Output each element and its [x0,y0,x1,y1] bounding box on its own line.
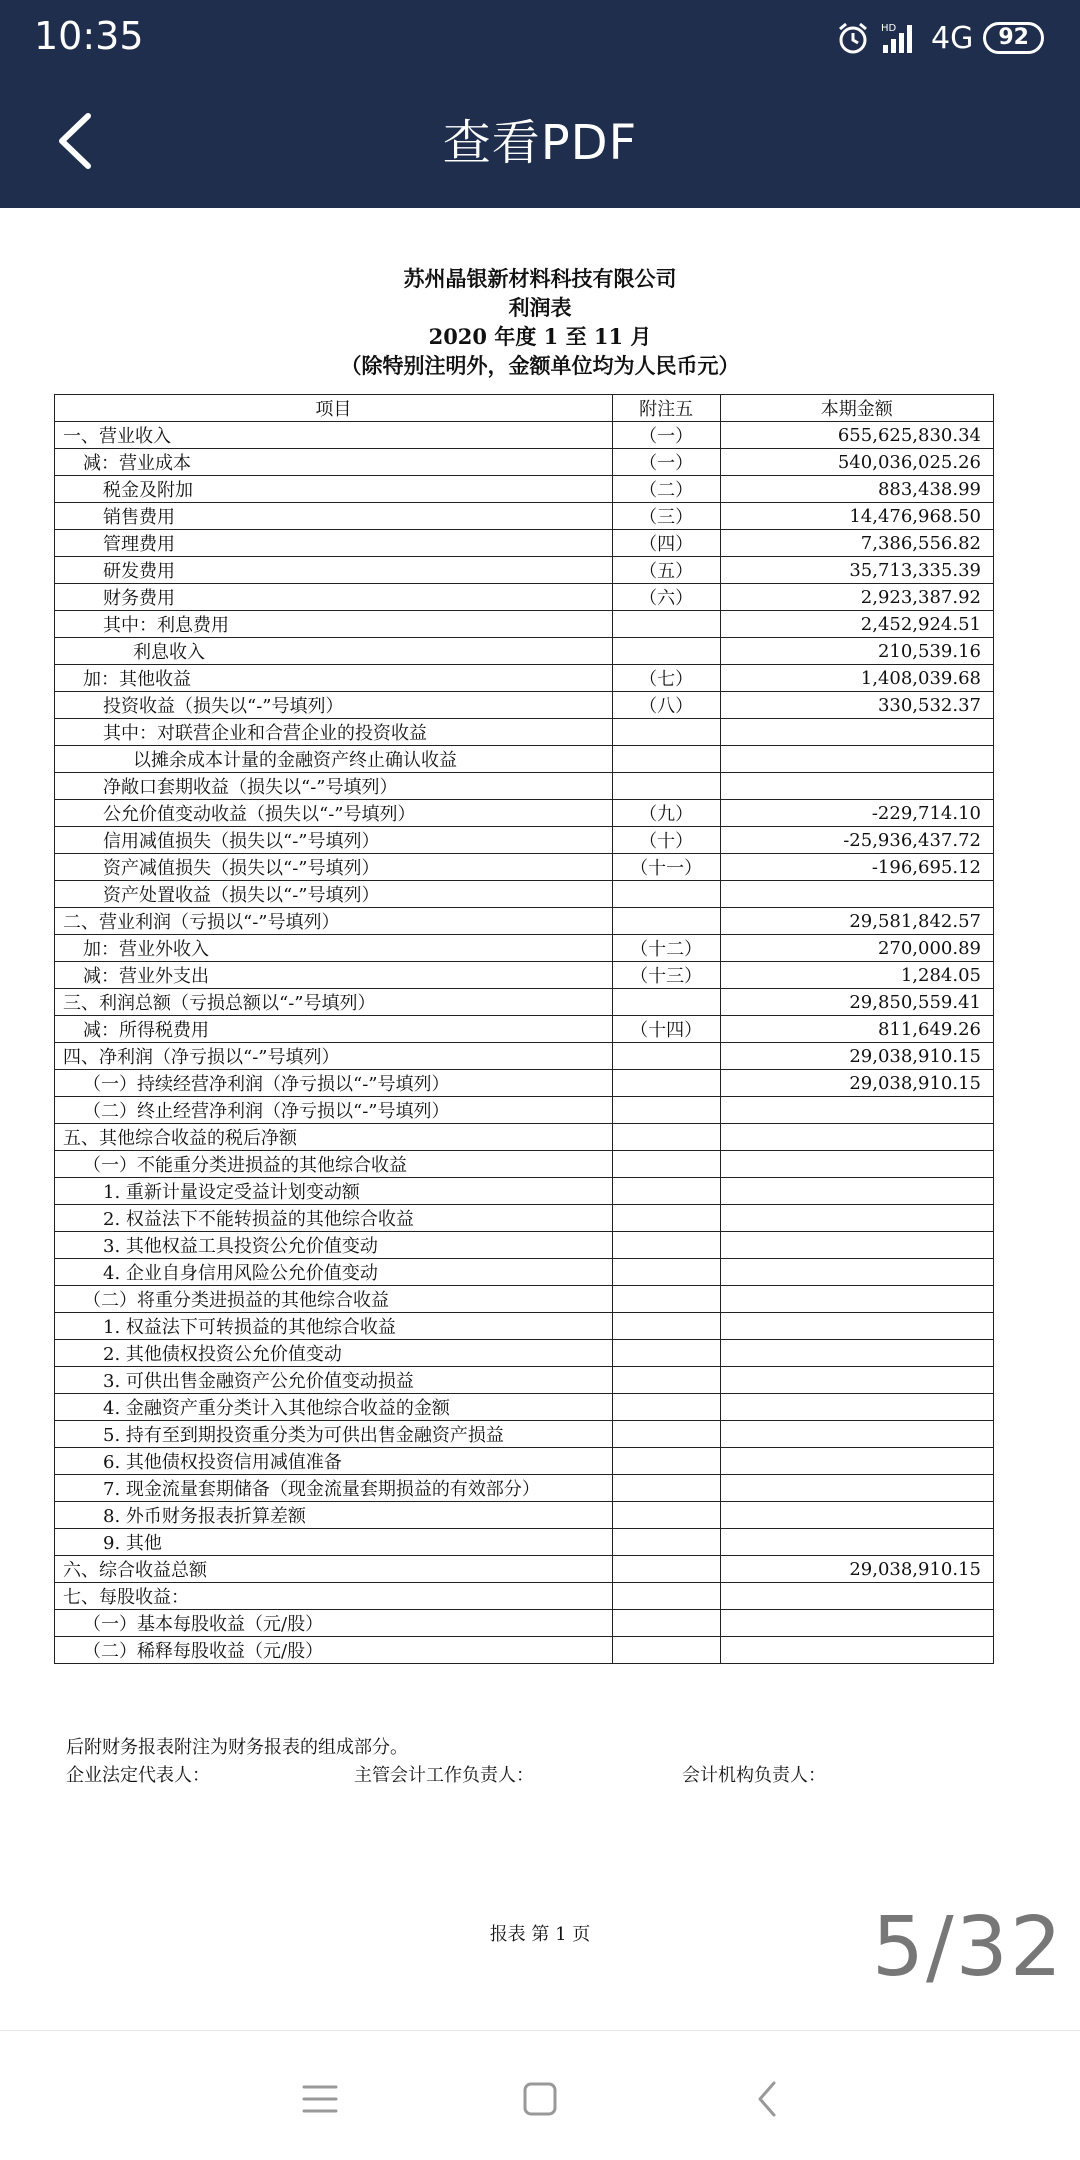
table-row [55,1178,994,1205]
row-note [612,1421,720,1448]
table-row [55,1043,994,1070]
row-note [612,746,720,773]
row-item: 五、其他综合收益的税后净额 [55,1124,613,1151]
row-amount: 1,408,039.68 [720,665,993,692]
row-amount: 883,438.99 [720,476,993,503]
page-counter: 5/32 [871,1900,1064,1995]
row-amount: 1,284.05 [720,962,993,989]
row-note [612,1178,720,1205]
row-note [612,1313,720,1340]
row-item: 4. 企业自身信用风险公允价值变动 [55,1259,613,1286]
row-item: 7. 现金流量套期储备（现金流量套期损益的有效部分） [55,1475,613,1502]
table-row [55,1394,994,1421]
row-amount: 270,000.89 [720,935,993,962]
row-amount: 811,649.26 [720,1016,993,1043]
row-amount [720,1394,993,1421]
row-amount: 14,476,968.50 [720,503,993,530]
row-note [612,1529,720,1556]
row-note: （三） [612,503,720,530]
row-note [612,1097,720,1124]
table-row [55,935,994,962]
row-note: （一） [612,422,720,449]
row-item: 2. 其他债权投资公允价值变动 [55,1340,613,1367]
page-label: 报表 第 1 页 [489,1924,591,1945]
row-item: 加：其他收益 [55,665,613,692]
signature-accounting-dept: 会计机构负责人： [682,1765,826,1786]
table-row [55,611,994,638]
row-amount [720,1610,993,1637]
row-item: 管理费用 [55,530,613,557]
row-amount [720,746,993,773]
row-item: 其中：对联营企业和合营企业的投资收益 [55,719,613,746]
row-note: （七） [612,665,720,692]
row-amount [720,1151,993,1178]
row-note [612,773,720,800]
row-note [612,1151,720,1178]
row-amount: 7,386,556.82 [720,530,993,557]
table-row [55,1070,994,1097]
row-item: 研发费用 [55,557,613,584]
row-amount [720,1286,993,1313]
header-amount: 本期金额 [720,395,993,422]
row-amount [720,1259,993,1286]
row-amount [720,881,993,908]
company-name: 苏州晶银新材料科技有限公司 [403,266,677,291]
menu-nav-button[interactable] [290,2069,350,2129]
row-item: 公允价值变动收益（损失以“-”号填列） [55,800,613,827]
table-row [55,1340,994,1367]
table-row [55,503,994,530]
row-note: （二） [612,476,720,503]
row-item: 5. 持有至到期投资重分类为可供出售金融资产损益 [55,1421,613,1448]
signature-accounting-head: 主管会计工作负责人： [354,1765,534,1786]
row-note [612,1232,720,1259]
row-amount: 330,532.37 [720,692,993,719]
row-amount [720,1502,993,1529]
table-row [55,422,994,449]
row-item: 减：所得税费用 [55,1016,613,1043]
row-item: 投资收益（损失以“-”号填列） [55,692,613,719]
row-item: 1. 重新计量设定受益计划变动额 [55,1178,613,1205]
row-item: 四、净利润（净亏损以“-”号填列） [55,1043,613,1070]
row-note [612,1340,720,1367]
table-row [55,1475,994,1502]
table-row [55,557,994,584]
row-item: 资产处置收益（损失以“-”号填列） [55,881,613,908]
table-row [55,1421,994,1448]
row-amount: 2,923,387.92 [720,584,993,611]
network-type: 4G [931,20,974,56]
row-item: 六、综合收益总额 [55,1556,613,1583]
row-amount [720,1340,993,1367]
row-item: 财务费用 [55,584,613,611]
table-row [55,1205,994,1232]
row-amount: 29,038,910.15 [720,1556,993,1583]
row-item: 资产减值损失（损失以“-”号填列） [55,854,613,881]
row-note [612,1070,720,1097]
row-note: （十四） [612,1016,720,1043]
table-row [55,1529,994,1556]
battery-indicator: 92 [983,22,1044,54]
row-note [612,1637,720,1664]
row-note [612,1394,720,1421]
statement-period: 2020 年度 1 至 11 月 [428,324,652,349]
row-note: （一） [612,449,720,476]
row-item: 6. 其他债权投资信用减值准备 [55,1448,613,1475]
table-row [55,1097,994,1124]
row-item: 1. 权益法下可转损益的其他综合收益 [55,1313,613,1340]
table-row [55,881,994,908]
row-note [612,1259,720,1286]
row-note [612,611,720,638]
table-row [55,665,994,692]
row-note [612,638,720,665]
row-item: 信用减值损失（损失以“-”号填列） [55,827,613,854]
table-row [55,908,994,935]
status-icons [835,18,1044,58]
table-row [55,584,994,611]
table-row [55,1232,994,1259]
row-amount: -25,936,437.72 [720,827,993,854]
table-header-row [55,395,994,422]
row-note: （五） [612,557,720,584]
row-note [612,881,720,908]
row-amount: 540,036,025.26 [720,449,993,476]
row-item: 税金及附加 [55,476,613,503]
row-note [612,1043,720,1070]
table-row [55,530,994,557]
row-item: （一）基本每股收益（元/股） [55,1610,613,1637]
row-item: 3. 可供出售金融资产公允价值变动损益 [55,1367,613,1394]
row-note: （九） [612,800,720,827]
row-item: （二）终止经营净利润（净亏损以“-”号填列） [55,1097,613,1124]
row-amount [720,1448,993,1475]
row-item: 利息收入 [55,638,613,665]
app-bar [0,76,1080,208]
table-row [55,692,994,719]
income-statement-table [54,394,994,1664]
row-item: （一）不能重分类进损益的其他综合收益 [55,1151,613,1178]
row-item: 3. 其他权益工具投资公允价值变动 [55,1232,613,1259]
table-row [55,638,994,665]
status-bar [0,0,1080,76]
table-row [55,449,994,476]
pdf-page[interactable] [0,208,1080,2028]
row-note [612,1367,720,1394]
unit-note: （除特别注明外，金额单位均为人民币元） [340,353,740,378]
row-note [612,1583,720,1610]
row-amount [720,1583,993,1610]
header-note: 附注五 [612,395,720,422]
row-item: 三、利润总额（亏损总额以“-”号填列） [55,989,613,1016]
row-item: 4. 金融资产重分类计入其他综合收益的金额 [55,1394,613,1421]
table-row [55,1313,994,1340]
alarm-icon [835,20,871,56]
row-amount [720,1097,993,1124]
footnote: 后附财务报表附注为财务报表的组成部分。 [66,1737,408,1758]
row-item: 净敞口套期收益（损失以“-”号填列） [55,773,613,800]
row-item: 9. 其他 [55,1529,613,1556]
row-note [612,719,720,746]
row-amount: 655,625,830.34 [720,422,993,449]
table-row [55,854,994,881]
row-amount [720,1475,993,1502]
row-amount [720,1367,993,1394]
row-note [612,1475,720,1502]
table-row [55,1448,994,1475]
row-note [612,1610,720,1637]
row-amount: 35,713,335.39 [720,557,993,584]
header-item: 项目 [55,395,613,422]
table-row [55,962,994,989]
back-triangle-icon [738,2069,798,2129]
table-row [55,1124,994,1151]
row-item: 加：营业外收入 [55,935,613,962]
row-amount [720,1232,993,1259]
table-row [55,1259,994,1286]
row-item: 一、营业收入 [55,422,613,449]
row-amount: 29,581,842.57 [720,908,993,935]
row-item: 2. 权益法下不能转损益的其他综合收益 [55,1205,613,1232]
row-item: （二）稀释每股收益（元/股） [55,1637,613,1664]
row-item: 二、营业利润（亏损以“-”号填列） [55,908,613,935]
row-item: 七、每股收益： [55,1583,613,1610]
row-amount [720,1178,993,1205]
row-item: 以摊余成本计量的金融资产终止确认收益 [55,746,613,773]
statement-title: 利润表 [508,295,572,320]
row-amount [720,719,993,746]
row-note: （六） [612,584,720,611]
row-item: 减：营业外支出 [55,962,613,989]
row-note: （八） [612,692,720,719]
row-note [612,1286,720,1313]
table-row [55,1502,994,1529]
row-item: 8. 外币财务报表折算差额 [55,1502,613,1529]
row-note [612,908,720,935]
row-amount: -229,714.10 [720,800,993,827]
row-note [612,1124,720,1151]
row-amount: 29,850,559.41 [720,989,993,1016]
row-note [612,1448,720,1475]
row-amount: -196,695.12 [720,854,993,881]
row-note: （十二） [612,935,720,962]
table-row [55,1367,994,1394]
page-title: 查看PDF [442,115,638,171]
table-row [55,1583,994,1610]
row-note [612,1205,720,1232]
home-square-icon [510,2069,570,2129]
back-nav-button[interactable] [738,2069,798,2129]
table-row [55,476,994,503]
table-row [55,989,994,1016]
row-note [612,989,720,1016]
table-row [55,800,994,827]
table-row [55,1610,994,1637]
row-item: 减：营业成本 [55,449,613,476]
row-amount: 29,038,910.15 [720,1043,993,1070]
signature-legal-rep: 企业法定代表人： [66,1765,210,1786]
row-amount [720,1205,993,1232]
row-amount: 2,452,924.51 [720,611,993,638]
row-item: （一）持续经营净利润（净亏损以“-”号填列） [55,1070,613,1097]
table-row [55,1286,994,1313]
table-row [55,746,994,773]
row-item: 销售费用 [55,503,613,530]
row-amount [720,1637,993,1664]
row-note: （十三） [612,962,720,989]
row-note [612,1502,720,1529]
row-item: （二）将重分类进损益的其他综合收益 [55,1286,613,1313]
row-item: 其中：利息费用 [55,611,613,638]
row-amount [720,1529,993,1556]
table-row [55,1151,994,1178]
page-total: 32 [955,1900,1064,1995]
statement-header [0,264,1080,380]
row-note: （十一） [612,854,720,881]
table-row [55,773,994,800]
row-amount [720,1124,993,1151]
row-note [612,1556,720,1583]
row-amount [720,773,993,800]
row-amount [720,1313,993,1340]
row-amount [720,1421,993,1448]
menu-icon [290,2069,350,2129]
table-row [55,827,994,854]
row-amount: 29,038,910.15 [720,1070,993,1097]
table-row [55,1016,994,1043]
row-note: （四） [612,530,720,557]
home-nav-button[interactable] [510,2069,570,2129]
status-time: 10:35 [34,14,144,58]
svg-text:HD: HD [881,23,897,34]
system-nav-bar [0,2030,1080,2160]
page-current: 5 [871,1900,927,1995]
row-amount: 210,539.16 [720,638,993,665]
table-row [55,719,994,746]
row-note: （十） [612,827,720,854]
table-row [55,1556,994,1583]
signal-icon [881,21,921,55]
table-row [55,1637,994,1664]
